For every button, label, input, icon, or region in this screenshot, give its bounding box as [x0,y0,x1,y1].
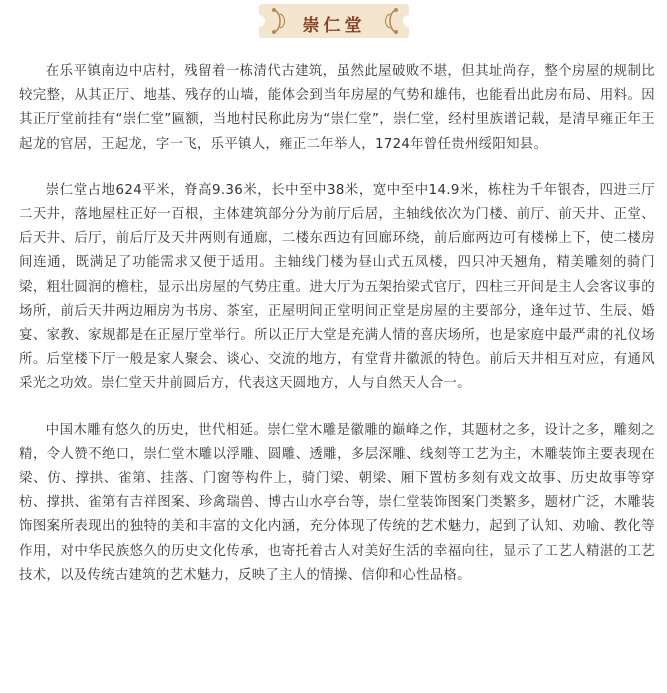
title-header [0,0,667,44]
decorative-scroll-icon [378,4,402,38]
decorative-scroll-icon [268,4,292,38]
paragraph-woodcarving: 中国木雕有悠久的历史，世代相延。崇仁堂木雕是徽雕的巅峰之作，其题材之多，设计之多，雕刻之精，令人赞不绝口，崇仁堂木雕以浮雕、圆雕、透雕，多层深雕、线刻等工艺为主，木雕装饰主要表现在梁、仿、撑拱、雀第、挂落、门窗等构件上，骑门梁、朝梁、厢下置枋多刻有戏文故事、历史故事等穿枋、撑拱、雀第有吉祥图案、珍禽瑞兽、博古山水亭台等，崇仁堂装饰图案门类繁多，题材广泛，木雕装饰图案所表现出的独特的美和丰富的文化内涵，充分体现了传统的艺术魅力，起到了认知、劝喻、教化等作用，对中华民族悠久的历史文化传承，也寄托着古人对美好生活的幸福向往，显示了工艺人精湛的工艺技术，以及传统古建筑的艺术魅力，反映了主人的情操、信仰和心性品格。 [19,422,655,583]
paragraph-intro: 在乐平镇南边中店村，残留着一栋清代古建筑，虽然此屋破败不堪，但其址尚存，整个房屋的规制比较完整，从其正厅、地基、残存的山墙，能体会到当年房屋的气势和雄伟，也能看出此房布局、用料。因其正厅堂前挂有“崇仁堂”匾额，当地村民称此房为“崇仁堂”，崇仁堂，经村里族谱记载，是清早雍正年王起龙的官居，王起龙，字一飞，乐平镇人，雍正二年举人，1724年曾任贵州绥阳知县。 [19,64,655,152]
paragraph-architecture: 崇仁堂占地624平米，脊高9.36米，长中至中38米，宽中至中14.9米，栋柱为千年银杏，四进三厅二天井，落地屋柱正好一百根，主体建筑部分分为前厅后居，主轴线依次为门楼、前厅、前天井、正堂、后天井、后厅，前后厅及天井两则有通廊，二楼东西边有回廊环绕，前后廊两边可有楼梯上下，使二楼房间连通，既满足了功能需求又便于适用。主轴线门楼为昼山式五凤楼，四只冲天翘角，精美雕刻的骑门梁，粗壮圆润的檐柱，显示出房屋的气势庄重。进大厅为五架抬梁式官厅，四柱三开间是主人会客议事的场所，前后天井两边厢房为书房、茶室，正屋明间正堂明间正堂是房屋的主要部分，逢年过节、生辰、婚宴、家教、家规都是在正屋厅堂举行。所以正厅大堂是充满人情的喜庆场所，也是家庭中最严肃的礼仪场所。后堂楼下厅一般是家人聚会、谈心、交流的地方，有堂背井徽派的特色。前后天井相互对应，有通风采光之功效。崇仁堂天井前圆后方，代表这天圆地方，人与自然天人合一。 [19,182,655,392]
article-body [19,60,655,610]
page-title: 崇仁堂 [302,16,366,36]
